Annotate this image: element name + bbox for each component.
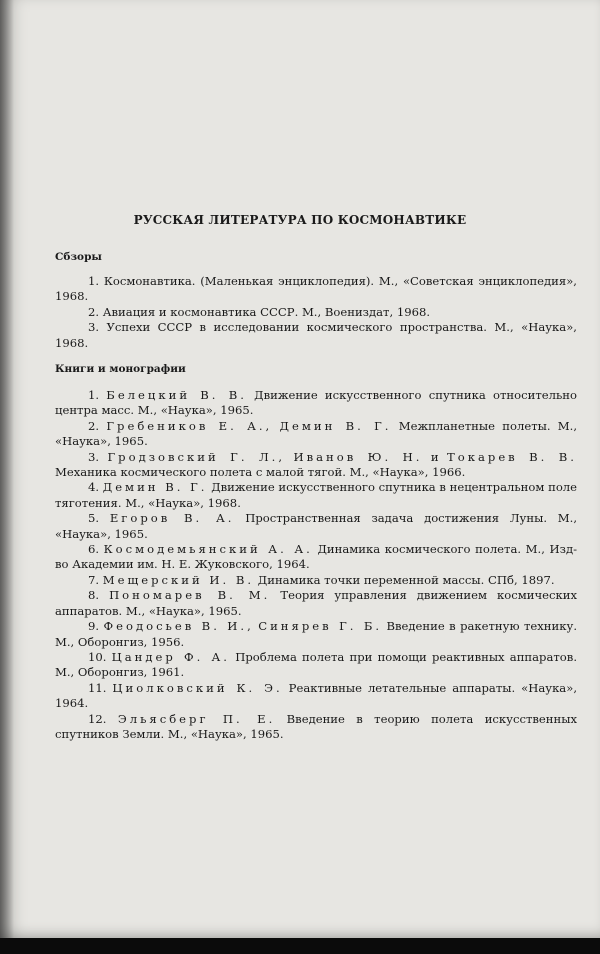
entry-number: 5. [88, 511, 100, 526]
list-item [55, 419, 577, 450]
entry-author: Пономарев В. М. [109, 588, 271, 603]
entry-number: 8. [88, 588, 100, 603]
entry-number: 4. [88, 480, 100, 495]
entry-author: Феодосьев В. И., [103, 619, 254, 634]
entry-text: Пространственная задача достижения Луны. М., «Наука», 1965. [55, 511, 578, 541]
list-item: 3. Успехи СССР в исследовании космического пространства. М., «Наука», 1968. [55, 320, 577, 350]
entry-number: 3. [88, 449, 100, 464]
list-item [55, 573, 577, 588]
entry-author-2: Иванов Ю. Н. [293, 449, 423, 464]
entry-conjunction: и [430, 449, 439, 464]
entry-text: Межпланетные полеты. М., «Наука», 1965. [55, 418, 578, 449]
entry-text: Проблема полета при помощи реактивных аппаратов. М., Оборонгиз, 1961. [55, 649, 577, 680]
entry-number: 6. [88, 542, 100, 557]
entry-number: 7. [88, 572, 100, 587]
entry-number: 9. [88, 619, 100, 634]
entry-number: 1. [88, 388, 100, 402]
entry-author: Эльясберг П. Е. [117, 711, 276, 726]
entry-text: Введение в ракетную технику. М., Оборонгиз, 1956. [55, 619, 578, 649]
entry-number: 12. [88, 711, 107, 726]
list-item: 2. Авиация и космонавтика СССР. М., Воениздат, 1968. [88, 304, 431, 319]
entry-author-3: Токарев В. В. [447, 449, 577, 464]
entry-text: Динамика точки переменной массы. СПб, 1897. [257, 572, 555, 587]
list-item: 1. Космонавтика. (Маленькая энциклопедия). М., «Советская энциклопедия», 1968. [55, 274, 577, 304]
entry-author: Егоров В. А. [109, 511, 235, 526]
entry-text: Теория управления движением космических аппаратов. М., «Наука», 1965. [55, 588, 578, 618]
list-item [55, 681, 577, 712]
list-item [55, 619, 577, 650]
list-item [55, 588, 577, 619]
page-title: РУССКАЯ ЛИТЕРАТУРА ПО КОСМОНАВТИКЕ [133, 213, 467, 227]
entry-text: Движение искусственного спутника в нецентральном поле тяготения. М., «Наука», 1968. [55, 480, 578, 510]
entry-author: Циолковский К. Э. [112, 680, 283, 695]
entry-author: Белецкий В. В. [106, 388, 247, 402]
entry-text: Введение в теорию полета искусственных спутников Земли. М., «Наука», 1965. [55, 711, 578, 741]
list-item [55, 650, 577, 681]
entry-text: Механика космического полета с малой тягой. М., «Наука», 1966. [55, 465, 466, 480]
entry-author: Цандер Ф. А. [111, 649, 230, 664]
section-heading-reviews: Сбзоры [55, 251, 102, 263]
entry-author-2: Демин В. Г. [279, 418, 392, 433]
entry-author: Гребеников Е. А., [106, 418, 273, 433]
entry-author: Гродзовский Г. Л., [107, 449, 286, 464]
scan-bottom-edge [0, 938, 600, 954]
entry-author: Демин В. Г. [102, 480, 208, 495]
list-item [55, 511, 577, 542]
books-list [55, 388, 577, 742]
entry-number: 11. [88, 680, 107, 695]
list-item [55, 388, 577, 419]
entry-author-2: Синярев Г. Б. [258, 619, 383, 634]
entry-text: Движение искусственного спутника относительно центра масс. М., «Наука», 1965. [55, 388, 577, 418]
entry-number: 10. [88, 649, 107, 664]
list-item [55, 542, 577, 573]
list-item [55, 712, 577, 743]
entry-text: Динамика космического полета. М., Изд-во Академии им. Н. Е. Жуковского, 1964. [55, 542, 577, 572]
list-item [55, 450, 577, 481]
entry-number: 2. [88, 418, 100, 433]
reviews-list [55, 274, 577, 351]
entry-author: Космодемьянский А. А. [103, 542, 313, 557]
list-item [55, 480, 577, 511]
page-spine-shadow [0, 0, 14, 938]
section-heading-books: Книги и монографии [55, 363, 186, 375]
entry-text: Реактивные летательные аппараты. «Наука», 1964. [55, 680, 578, 711]
entry-author: Мещерский И. В. [102, 572, 255, 587]
